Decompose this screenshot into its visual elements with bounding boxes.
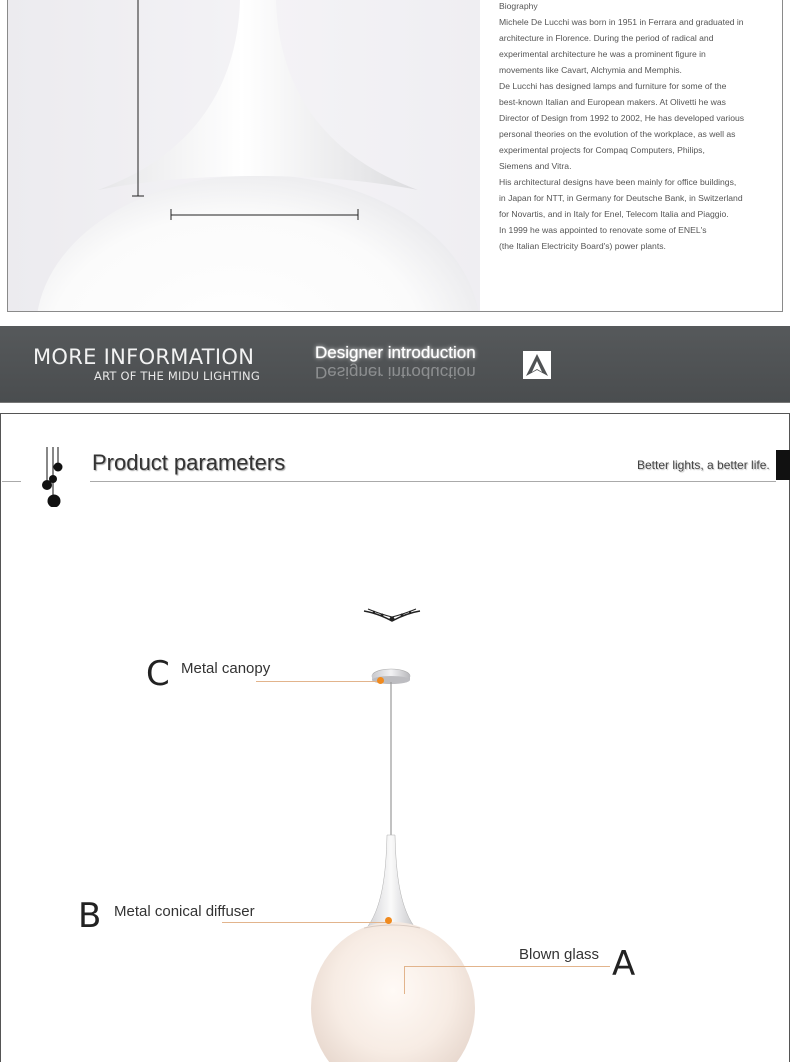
bio-line: for Novartis, and in Italy for Enel, Telecom Italia and Piaggio. (499, 209, 729, 219)
header-rule-left (2, 481, 21, 482)
banner-subtitle: ART OF THE MIDU LIGHTING (94, 369, 260, 383)
callout-c-letter: C (146, 654, 170, 694)
section-title: Product parameters (92, 450, 286, 475)
bio-line: experimental architecture he was a prominent figure in (499, 49, 706, 59)
section-marker (776, 450, 790, 480)
bio-line: personal theories on the evolution of the workplace, as well as (499, 129, 736, 139)
bio-line: architecture in Florence. During the period of radical and (499, 33, 714, 43)
bio-line: Biography (499, 1, 538, 11)
bio-line: best-known Italian and European makers. At Olivetti he was (499, 97, 726, 107)
banner-heading: Designer introduction (315, 343, 476, 362)
designer-section (0, 0, 790, 326)
callout-a-letter: A (612, 944, 636, 984)
bio-line: in Japan for NTT, in Germany for Deutsche Bank, in Switzerland (499, 193, 743, 203)
bio-line: Director of Design from 1992 to 2002, He has developed various (499, 113, 745, 123)
callout-b-label: Metal conical diffuser (114, 903, 255, 920)
product-diagram (0, 520, 790, 1062)
bio-line: Siemens and Vitra. (499, 161, 572, 171)
bio-line: Michele De Lucchi was born in 1951 in Ferrara and graduated in (499, 17, 744, 27)
banner-heading-group (315, 343, 505, 393)
callout-a-line (404, 966, 610, 967)
bio-line: movements like Cavart, Alchymia and Memphis. (499, 65, 682, 75)
banner-title: MORE INFORMATION (33, 345, 255, 369)
triangle-a-logo-icon (523, 351, 551, 379)
callout-b-dot (385, 917, 392, 924)
callout-a-vline (404, 966, 405, 994)
banner-heading-reflection: Designer introduction (315, 363, 476, 382)
more-information-banner (0, 326, 790, 402)
banner-divider (0, 402, 790, 414)
designer-biography (499, 0, 771, 254)
bio-line: His architectural designs have been mainly for office buildings, (499, 177, 737, 187)
bio-line: De Lucchi has designed lamps and furniture for some of the (499, 81, 727, 91)
callout-b-letter: B (78, 896, 102, 936)
callout-b-line (222, 922, 388, 923)
header-rule (90, 481, 776, 482)
callout-c-dot (377, 677, 384, 684)
product-parameters-header (0, 440, 790, 510)
pendant-lamps-icon (38, 447, 68, 507)
pendant-lamp-image (300, 660, 490, 1062)
section-tagline: Better lights, a better life. (637, 458, 770, 472)
callout-c-label: Metal canopy (181, 660, 271, 677)
bio-line: (the Italian Electricity Board's) power plants. (499, 241, 666, 251)
crown-ornament-icon (362, 605, 422, 625)
callout-a-label: Blown glass (519, 946, 600, 963)
callout-c-line (256, 681, 381, 682)
bio-line: In 1999 he was appointed to renovate some of ENEL's (499, 225, 707, 235)
bio-line: experimental projects for Compaq Computers, Philips, (499, 145, 705, 155)
